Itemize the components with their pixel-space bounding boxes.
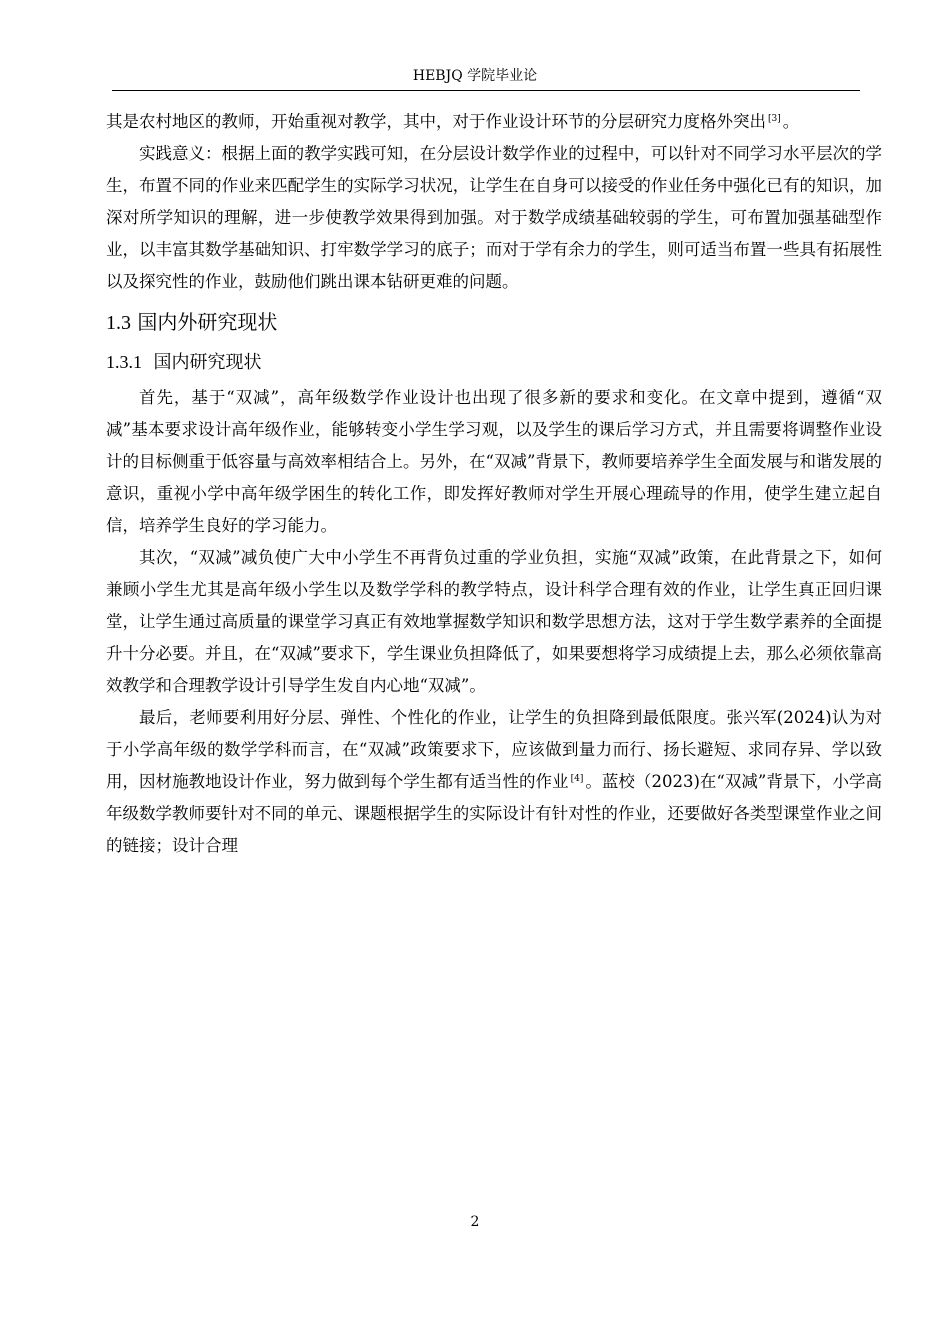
paragraph-continued [106, 106, 882, 138]
paragraph-first: 首先，基于“双减”，高年级数学作业设计也出现了很多新的要求和变化。在文章中提到，遵循“双减”基本要求设计高年级作业，能够转变小学生学习观，以及学生的课后学习方式，并且需要将调整作业设计的目标侧重于低容量与高效率相结合上。另外，在“双减”背景下，教师要培养学生全面发展与和谐发展的意识，重视小学中高年级学困生的转化工作，即发挥好教师对学生开展心理疏导的作用，使学生建立起自信，培养学生良好的学习能力。 [106, 388, 882, 535]
citation-ref-4: [4] [570, 774, 584, 784]
header-rule [112, 90, 860, 91]
page-number: 2 [470, 1214, 480, 1230]
paragraph-text: 。蓝校（2023)在“双减”背景下，小学高年级数学教师要针对不同的单元、课题根据学生的实际设计有针对性的作业，还要做好各类型课堂作业之间的链接；设计合理 [106, 772, 882, 855]
paragraph-last [106, 702, 882, 862]
subsection-number: 1.3.1 [106, 352, 142, 372]
paragraph-second: 其次，“双减”减负使广大中小学生不再背负过重的学业负担，实施“双减”政策，在此背景之下，如何兼顾小学生尤其是高年级小学生以及数学学科的教学特点，设计科学合理有效的作业，让学生真正回归课堂，让学生通过高质量的课堂学习真正有效地掌握数学知识和数学思想方法，这对于学生数学素养的全面提升十分必要。并且，在“双减”要求下，学生课业负担降低了，如果要想将学习成绩提上去，那么必须依靠高效教学和合理教学设计引导学生发自内心地“双减”。 [106, 548, 882, 695]
paragraph-text: 其是农村地区的教师，开始重视对教学，其中，对于作业设计环节的分层研究力度格外突出 [106, 112, 766, 131]
citation-ref-3: [3] [768, 114, 781, 124]
subsection-heading [106, 345, 882, 380]
subsection-title: 国内研究现状 [153, 352, 262, 373]
section-heading [106, 304, 882, 341]
section-number: 1.3 [106, 312, 131, 334]
page-header: HEBJQ 学院毕业论 [412, 68, 538, 84]
paragraph-text: 。 [782, 112, 800, 131]
page-body [106, 106, 882, 862]
paragraph-text: 最后，老师要利用好分层、弹性、个性化的作业，让学生的负担降到最低限度。张兴军(2024)认为对于小学高年级的数学学科而言，在“双减”政策要求下，应该做到量力而行、扬长避短、求同存异、学以致用，因材施教地设计作业，努力做到每个学生都有适当性的作业 [106, 708, 882, 791]
section-title: 国内外研究现状 [137, 310, 278, 334]
paragraph-practical-significance: 实践意义：根据上面的教学实践可知，在分层设计数学作业的过程中，可以针对不同学习水平层次的学生，布置不同的作业来匹配学生的实际学习状况，让学生在自身可以接受的作业任务中强化已有的知识，加深对所学知识的理解，进一步使教学效果得到加强。对于数学成绩基础较弱的学生，可布置加强基础型作业，以丰富其数学基础知识、打牢数学学习的底子；而对于学有余力的学生，则可适当布置一些具有拓展性以及探究性的作业，鼓励他们跳出课本钻研更难的问题。 [106, 144, 882, 291]
